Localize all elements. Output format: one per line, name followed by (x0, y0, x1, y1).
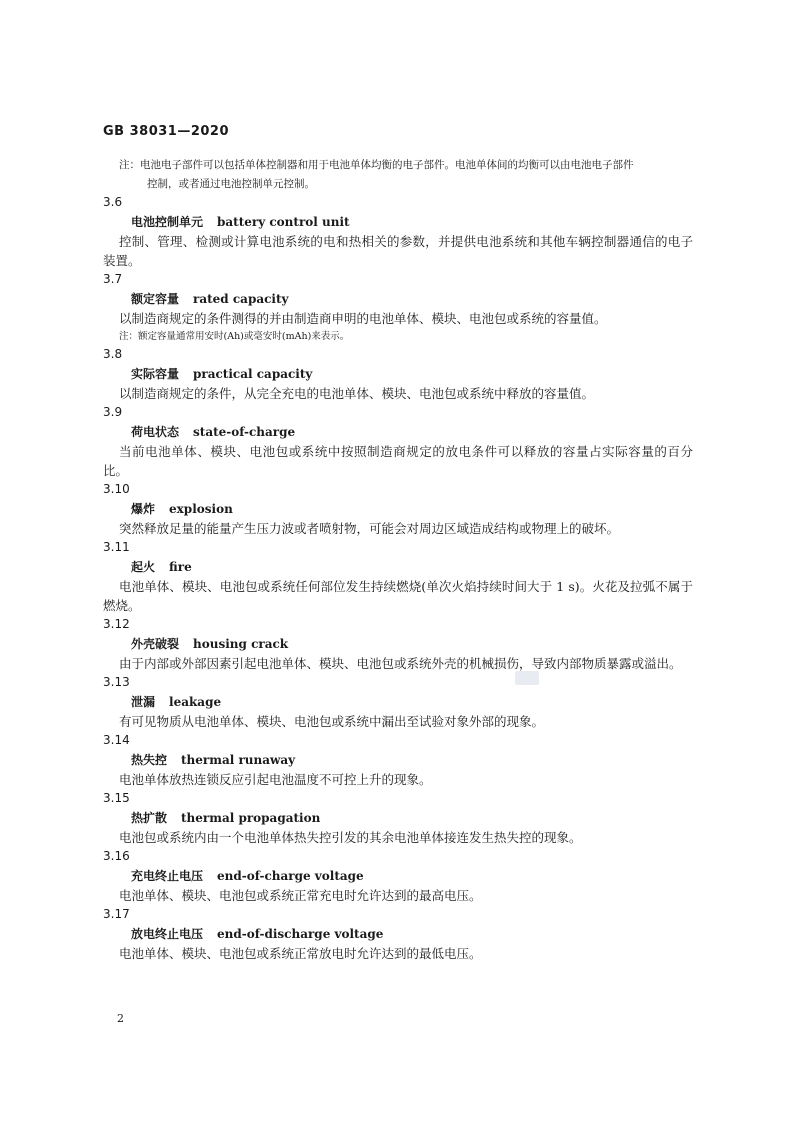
document-header: GB 38031—2020 (103, 124, 230, 139)
term-note: 注：额定容量通常用安时(Ah)或毫安时(mAh)来表示。 (119, 331, 350, 342)
watermark-logo-icon (515, 671, 539, 685)
term-title (103, 866, 693, 886)
term-entry (103, 480, 693, 538)
term-en: end-of-charge voltage (217, 869, 364, 883)
term-number: 3.13 (103, 675, 130, 689)
term-number: 3.16 (103, 849, 130, 863)
term-number: 3.9 (103, 405, 123, 419)
term-entry (103, 403, 693, 480)
term-cn: 放电终止电压 (131, 927, 204, 941)
term-number: 3.12 (103, 617, 130, 631)
term-en: end-of-discharge voltage (217, 927, 384, 941)
term-title (103, 212, 693, 232)
term-cn: 荷电状态 (131, 425, 180, 439)
term-en: state-of-charge (193, 425, 296, 439)
carryover-note (119, 156, 699, 194)
term-cn: 泄漏 (131, 695, 156, 709)
term-en: thermal runaway (181, 753, 296, 767)
term-definition: 以制造商规定的条件测得的并由制造商申明的电池单体、模块、电池包或系统的容量值。 (119, 311, 607, 326)
term-definition: 电池单体、模块、电池包或系统正常充电时允许达到的最高电压。 (119, 888, 482, 903)
term-entry (103, 615, 693, 673)
term-number: 3.10 (103, 482, 130, 496)
term-en: housing crack (193, 637, 289, 651)
term-entry (103, 193, 693, 270)
note-line-1: 注：电池电子部件可以包括单体控制器和用于电池单体均衡的电子部件。电池单体间的均衡可以由电池电子部件 (119, 159, 634, 171)
term-definition: 当前电池单体、模块、电池包或系统中按照制造商规定的放电条件可以释放的容量占实际容量的百分比。 (103, 444, 693, 478)
term-cn: 充电终止电压 (131, 869, 204, 883)
term-entry (103, 673, 693, 731)
term-cn: 电池控制单元 (131, 215, 204, 229)
term-title (103, 557, 693, 577)
term-number: 3.17 (103, 907, 130, 921)
term-definition: 由于内部或外部因素引起电池单体、模块、电池包或系统外壳的机械损伤，导致内部物质暴露或溢出。 (119, 656, 682, 671)
term-number: 3.8 (103, 347, 123, 361)
term-definition: 以制造商规定的条件，从完全充电的电池单体、模块、电池包或系统中释放的容量值。 (119, 386, 595, 401)
term-entry (103, 847, 693, 905)
term-en: leakage (169, 695, 222, 709)
term-en: rated capacity (193, 292, 289, 306)
term-en: explosion (169, 502, 233, 516)
term-entry (103, 789, 693, 847)
term-definition: 电池单体、模块、电池包或系统任何部位发生持续燃烧(单次火焰持续时间大于 1 s)。火花及拉弧不属于燃烧。 (103, 579, 693, 613)
page-number: 2 (117, 1012, 124, 1025)
term-definition: 电池单体、模块、电池包或系统正常放电时允许达到的最低电压。 (119, 946, 482, 961)
term-title (103, 750, 693, 770)
term-entry (103, 538, 693, 615)
term-definition: 电池单体放热连锁反应引起电池温度不可控上升的现象。 (119, 772, 432, 787)
term-number: 3.6 (103, 195, 123, 209)
term-cn: 起火 (131, 560, 156, 574)
term-number: 3.15 (103, 791, 130, 805)
term-definitions (103, 193, 693, 963)
term-title (103, 499, 693, 519)
term-entry (103, 731, 693, 789)
term-definition: 控制、管理、检测或计算电池系统的电和热相关的参数，并提供电池系统和其他车辆控制器通信的电子装置。 (103, 234, 693, 268)
term-title (103, 422, 693, 442)
term-cn: 外壳破裂 (131, 637, 180, 651)
note-line-2: 控制，或者通过电池控制单元控制。 (147, 178, 315, 190)
term-entry (103, 905, 693, 963)
term-definition: 突然释放足量的能量产生压力波或者喷射物，可能会对周边区域造成结构或物理上的破坏。 (119, 521, 620, 536)
term-title (103, 808, 693, 828)
term-title (103, 289, 693, 309)
term-en: practical capacity (193, 367, 313, 381)
term-number: 3.11 (103, 540, 130, 554)
term-en: fire (169, 560, 192, 574)
term-title (103, 364, 693, 384)
term-title (103, 692, 693, 712)
term-number: 3.7 (103, 272, 123, 286)
term-title (103, 924, 693, 944)
term-cn: 额定容量 (131, 292, 180, 306)
term-entry (103, 270, 693, 345)
term-cn: 热扩散 (131, 811, 168, 825)
term-definition: 有可见物质从电池单体、模块、电池包或系统中漏出至试验对象外部的现象。 (119, 714, 545, 729)
term-definition: 电池包或系统内由一个电池单体热失控引发的其余电池单体接连发生热失控的现象。 (119, 830, 582, 845)
term-cn: 实际容量 (131, 367, 180, 381)
term-number: 3.14 (103, 733, 130, 747)
term-en: thermal propagation (181, 811, 321, 825)
term-cn: 热失控 (131, 753, 168, 767)
term-cn: 爆炸 (131, 502, 156, 516)
term-en: battery control unit (217, 215, 350, 229)
term-title (103, 634, 693, 654)
term-entry (103, 345, 693, 403)
